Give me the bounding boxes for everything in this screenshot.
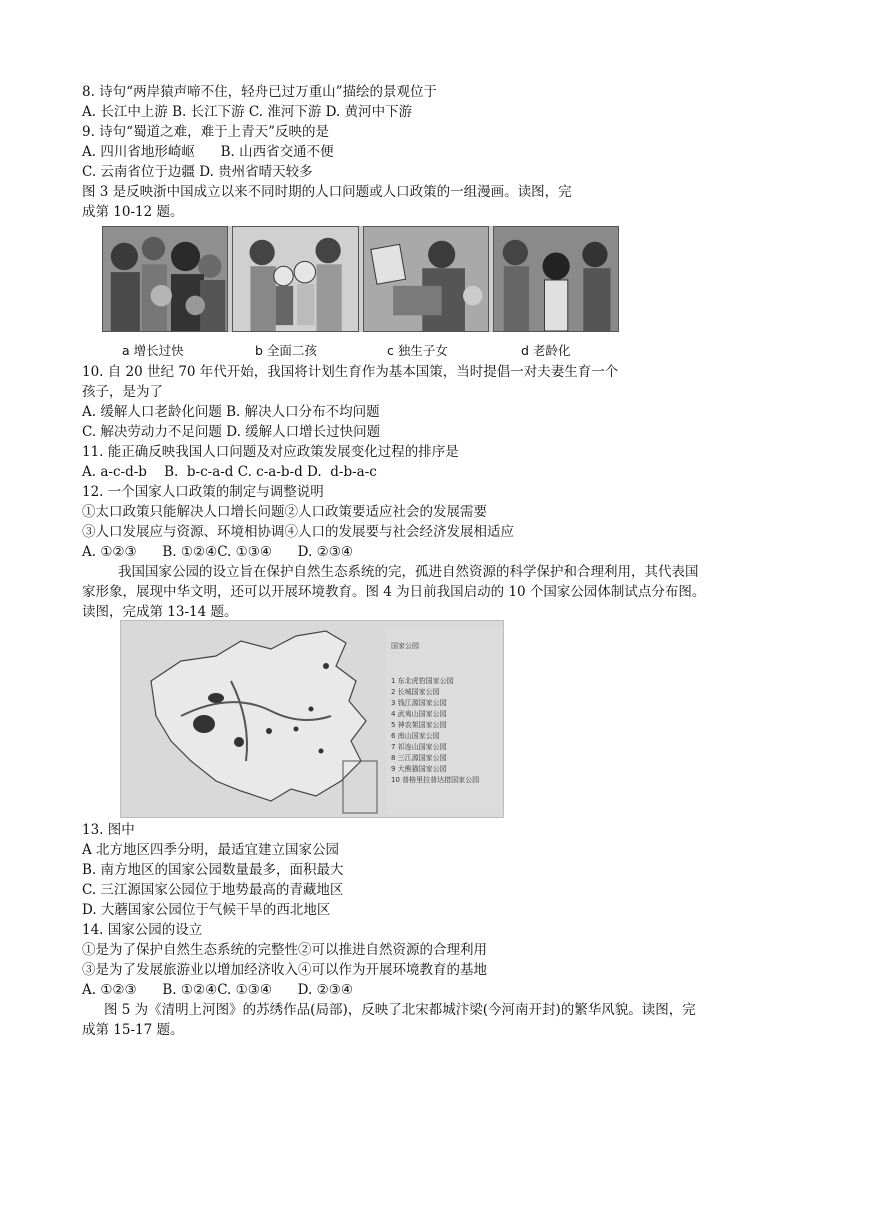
question-13-option-c: C. 三江源国家公园位于地势最高的青藏地区: [82, 882, 344, 898]
question-14-statements-2: ③是为了发展旅游业以增加经济收入④可以作为开展环境教育的基地: [82, 962, 487, 978]
figure-3-intro: 图 3 是反映浙中国成立以来不同时期的人口问题或人口政策的一组漫画。读图，完: [82, 184, 572, 200]
question-13: 13. 图中: [82, 822, 135, 838]
map-legend-title: 国家公园: [391, 642, 419, 650]
question-10: 10. 自 20 世纪 70 年代开始，我国将计划生育作为基本国策，当时提倡一对夫妻生育一个: [82, 364, 619, 380]
question-9: 9. 诗句“蜀道之难，难于上青天”反映的是: [82, 124, 329, 140]
map-legend-item: 6 南山国家公园: [391, 732, 440, 740]
question-9-options-1: A. 四川省地形崎岖 B. 山西省交通不便: [82, 144, 334, 160]
figure-5-intro-1: 图 5 为《清明上河图》的苏绣作品(局部)，反映了北宋都城汴梁(今河南开封)的繁华风貌。读图，完: [104, 1002, 696, 1018]
figure-3-intro-2: 成第 10-12 题。: [82, 204, 184, 220]
map-legend-item: 3 钱江源国家公园: [391, 699, 447, 707]
cartoon-caption-a: a 增长过快: [122, 343, 184, 358]
question-13-option-d: D. 大蘑国家公园位于气候干旱的西北地区: [82, 902, 331, 918]
cartoon-caption-d: d 老龄化: [521, 343, 571, 358]
question-12: 12. 一个国家人口政策的制定与调整说明: [82, 484, 324, 500]
question-11-options: A. a-c-d-b B. b-c-a-d C. c-a-b-d D. d-b-a-c: [82, 464, 377, 480]
map-legend-item: 5 神农架国家公园: [391, 721, 447, 729]
question-14-statements-1: ①是为了保护自然生态系统的完整性②可以推进自然资源的合理利用: [82, 942, 487, 958]
map-legend-item: 2 长城国家公园: [391, 688, 440, 696]
map-legend-item: 10 普格里拉普达措国家公园: [391, 776, 480, 784]
cartoon-panel-a: [102, 226, 228, 332]
map-legend-item: 4 武夷山国家公园: [391, 710, 447, 718]
question-10-cont: 孩子，是为了: [82, 384, 163, 400]
question-13-option-b: B. 南方地区的国家公园数量最多，面积最大: [82, 862, 344, 878]
cartoon-panel-c: [363, 226, 489, 332]
map-legend-item: 7 祁连山国家公园: [391, 743, 447, 751]
cartoon-panel-d: [493, 226, 619, 332]
question-11: 11. 能正确反映我国人口问题及对应政策发展变化过程的排序是: [82, 444, 459, 460]
map-legend: [391, 641, 479, 786]
map-legend-item: 1 东北虎豹国家公园: [391, 677, 454, 685]
map-legend-item: 9 大熊猫国家公园: [391, 765, 447, 773]
question-12-options: A. ①②③ B. ①②④C. ①③④ D. ②③④: [82, 544, 353, 560]
question-8-options: A. 长江中上游 B. 长江下游 C. 淮河下游 D. 黄河中下游: [82, 104, 413, 120]
question-8: 8. 诗句“两岸猿声啼不住，轻舟已过万重山”描绘的景观位于: [82, 84, 437, 100]
population-cartoon-strip: [102, 226, 619, 332]
question-9-options-2: C. 云南省位于边疆 D. 贵州省晴天较多: [82, 164, 313, 180]
question-13-option-a: A 北方地区四季分明，最适宜建立国家公园: [82, 842, 340, 858]
park-intro-2: 家形象，展现中华文明，还可以开展环境教育。图 4 为日前我国启动的 10 个国家公园体制试点分布图。: [82, 584, 706, 600]
park-marker-qilian: [208, 693, 224, 703]
question-14: 14. 国家公园的设立: [82, 922, 203, 938]
figure-5-intro-2: 成第 15-17 题。: [82, 1022, 184, 1038]
question-10-options-2: C. 解决劳动力不足问题 D. 缓解人口增长过快问题: [82, 424, 381, 440]
map-legend-item: 8 三江源国家公园: [391, 754, 447, 762]
national-park-map: [120, 620, 504, 818]
cartoon-caption-b: b 全面二孩: [255, 343, 317, 358]
park-intro-1: 我国国家公园的设立旨在保护自然生态系统的完，孤进自然资源的科学保护和合理利用，其代表国: [118, 564, 699, 580]
question-12-statements-1: ①太口政策只能解决人口增长问题②人口政策要适应社会的发展需要: [82, 504, 487, 520]
cartoon-caption-c: c 独生子女: [387, 343, 448, 358]
question-12-statements-2: ③人口发展应与资源、环境相协调④人口的发展要与社会经济发展相适应: [82, 524, 514, 540]
question-14-options: A. ①②③ B. ①②④C. ①③④ D. ②③④: [82, 982, 353, 998]
cartoon-panel-b: [232, 226, 358, 332]
park-marker-sanjiangyuan: [193, 715, 215, 733]
question-10-options-1: A. 缓解人口老龄化问题 B. 解决人口分布不均问题: [82, 404, 380, 420]
park-intro-3: 读图，完成第 13-14 题。: [82, 604, 238, 620]
